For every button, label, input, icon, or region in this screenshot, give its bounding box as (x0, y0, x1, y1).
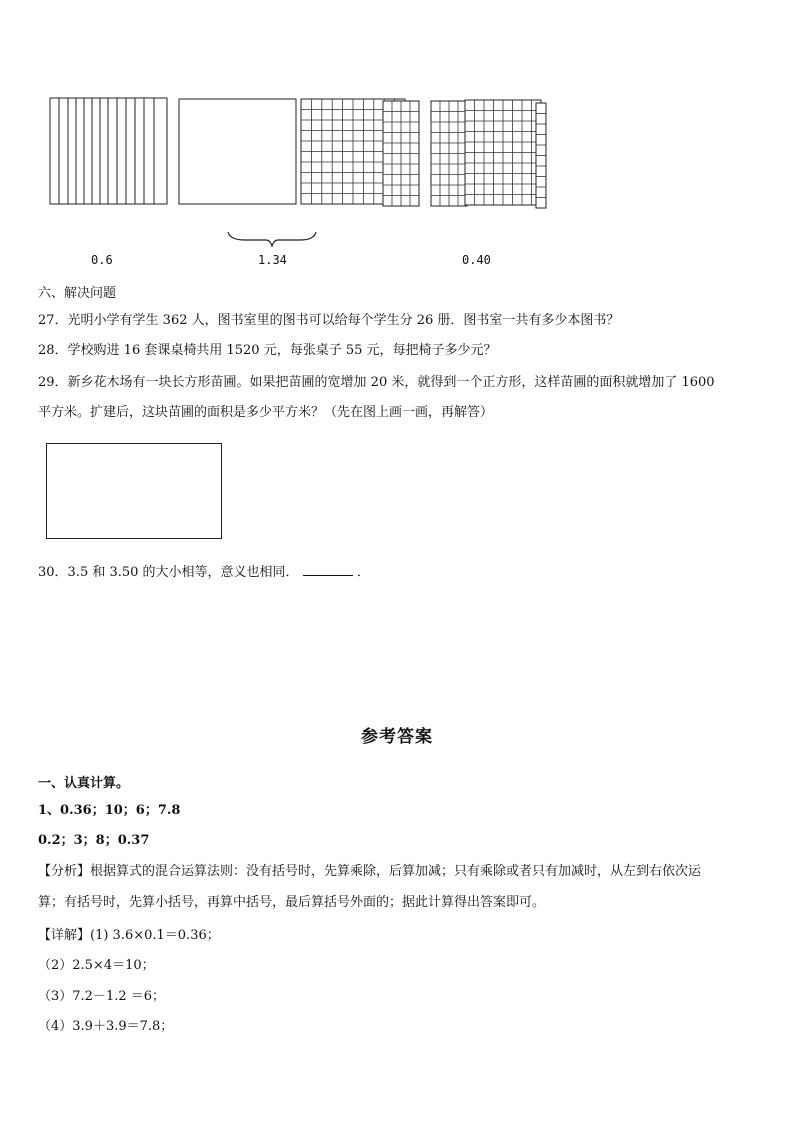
question-27: 27．光明小学有学生 362 人，图书室里的图书可以给每个学生分 26 册．图书室一共有多少本图书？ (38, 313, 620, 328)
detail-3: （3）7.2－1.2 ＝6； (38, 989, 166, 1004)
nursery-rectangle (46, 443, 222, 539)
figure-strips-0.6 (50, 98, 167, 204)
analysis-line1: 【分析】根据算式的混合运算法则：没有括号时，先算乘除，后算加减；只有乘除或者只有加减时，从左到右依次运 (38, 864, 702, 879)
question-28: 28．学校购进 16 套课桌椅共用 1520 元，每张桌子 55 元，每把椅子多少元？ (38, 343, 497, 358)
strip (154, 98, 167, 204)
brace-1.34 (228, 232, 316, 246)
answer-blank[interactable] (303, 563, 353, 576)
question-30-text: 30．3.5 和 3.50 的大小相等，意义也相同． (38, 565, 299, 580)
figure-grid-part1 (301, 99, 419, 206)
answer-line-2: 0.2；3；8；0.37 (38, 833, 150, 848)
detail-4: （4）3.9＋3.9＝7.8； (38, 1019, 174, 1034)
answers-title: 参考答案 (361, 727, 433, 747)
figure-grid-part2 (431, 100, 546, 208)
label-0.40: 0.40 (462, 253, 491, 267)
decimal-figures (0, 0, 794, 300)
detail-1: 【详解】(1) 3.6×0.1＝0.36； (38, 928, 220, 943)
analysis-line2: 算；有括号时，先算小括号，再算中括号，最后算括号外面的；据此计算得出答案即可。 (38, 895, 546, 910)
label-1.34: 1.34 (258, 253, 287, 267)
answers-section1: 一、认真计算。 (38, 776, 130, 791)
question-29-line1: 29．新乡花木场有一块长方形苗圃。如果把苗圃的宽增加 20 米，就得到一个正方形，这样苗圃的面积就增加了 1600 (38, 375, 715, 390)
detail-2: （2）2.5×4＝10； (38, 958, 155, 973)
question-30-end: ． (356, 565, 370, 580)
figure-square-1 (179, 99, 296, 204)
question-29-line2: 平方米。扩建后，这块苗圃的面积是多少平方米？（先在图上画一画，再解答） (38, 405, 494, 420)
answer-line-1: 1、0.36；10；6；7.8 (38, 803, 181, 818)
section6-heading: 六、解决问题 (38, 286, 117, 301)
question-30 (38, 563, 370, 581)
label-0.6: 0.6 (91, 253, 113, 267)
